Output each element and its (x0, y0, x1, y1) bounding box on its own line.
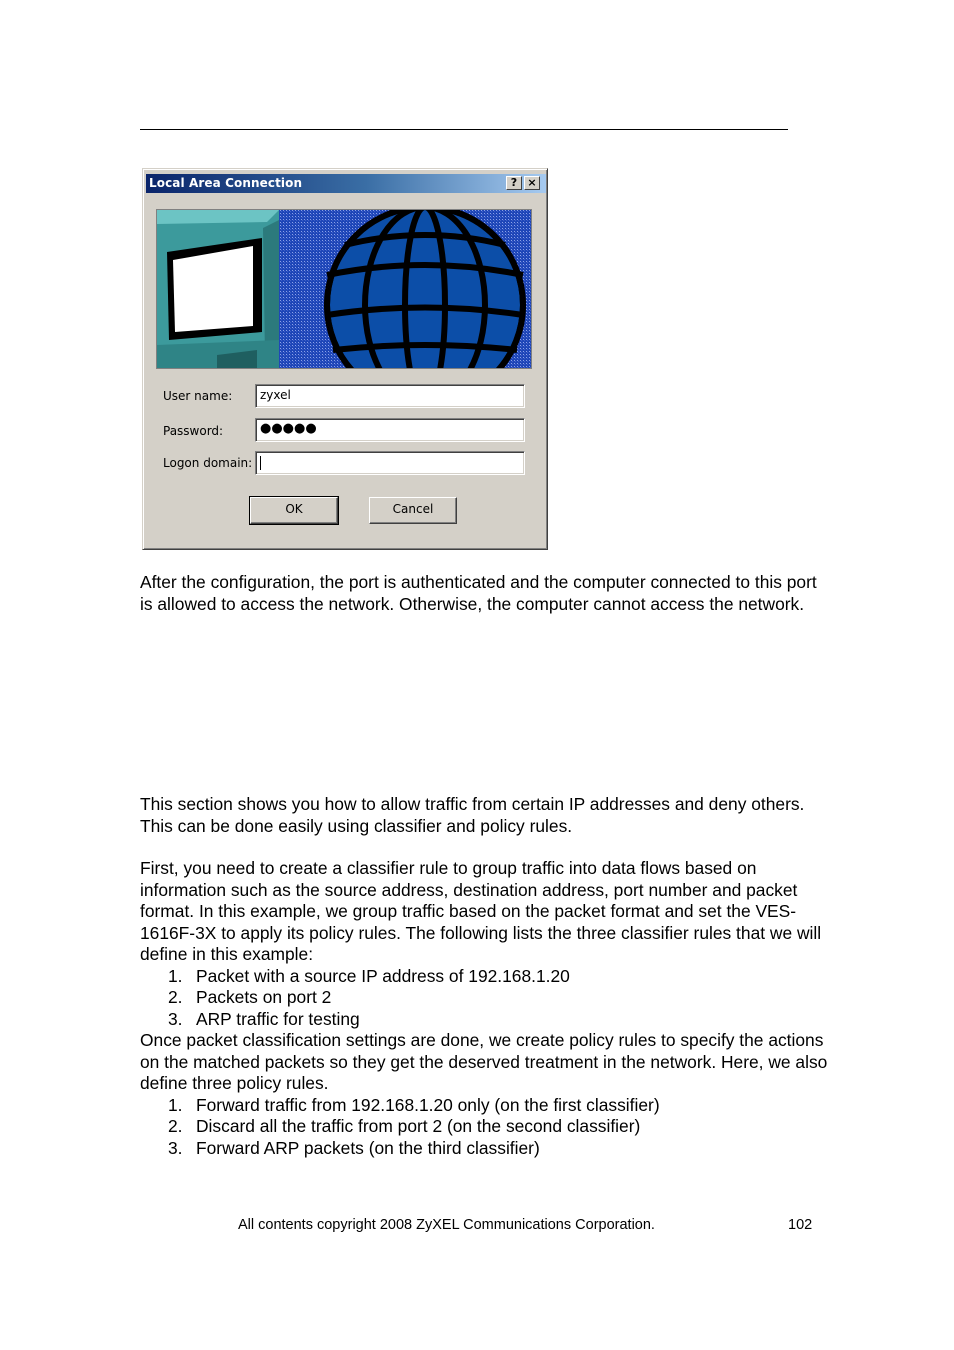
header-rule (140, 129, 788, 130)
list-text: Packets on port 2 (196, 987, 332, 1007)
list-item (168, 966, 570, 988)
list-number: 1. (168, 1095, 183, 1115)
password-input[interactable]: ●●●●● (255, 418, 525, 442)
page-number: 102 (788, 1217, 813, 1233)
list-item (168, 987, 331, 1009)
list-text: ARP traffic for testing (196, 1009, 360, 1029)
list-number: 3. (168, 1009, 183, 1029)
logon-domain-input[interactable] (255, 451, 525, 475)
cancel-button[interactable]: Cancel (369, 497, 457, 524)
monitor-icon (157, 210, 279, 368)
network-banner-image (156, 209, 532, 369)
paragraph-policy-intro: Once packet classification settings are done, we create policy rules to specify the actions on the matched packets so they get the deserved treatment in the network. Here, we also define three policy rules. (140, 1030, 828, 1093)
paragraph-classifier-intro: First, you need to create a classifier rule to group traffic into data flows based on information such as the source address, destination address, port number and packet format. In this example, we group traffic based on the packet format and set the VES-1616F-3X to apply its policy rules. The following lists the three classifier rules that we will define in this example: (140, 858, 822, 964)
username-label: User name: (163, 389, 233, 403)
list-number: 1. (168, 966, 183, 986)
list-number: 2. (168, 1116, 183, 1136)
dialog-titlebar[interactable] (146, 174, 546, 193)
paragraph-section-intro: This section shows you how to allow traffic from certain IP addresses and deny others. This can be done easily using classifier and policy rules. (140, 794, 805, 836)
list-text: Discard all the traffic from port 2 (on the second classifier) (196, 1116, 641, 1136)
list-number: 2. (168, 987, 183, 1007)
close-button[interactable]: × (524, 176, 540, 190)
paragraph-authentication-result: After the configuration, the port is authenticated and the computer connected to this port is allowed to access the network. Otherwise, the computer cannot access the network. (140, 572, 817, 614)
list-text: Packet with a source IP address of 192.168.1.20 (196, 966, 570, 986)
monitor-globe-illustration (157, 210, 531, 368)
password-label: Password: (163, 424, 224, 438)
list-item (168, 1095, 660, 1117)
username-input[interactable]: zyxel (255, 384, 525, 408)
logon-dialog (142, 168, 548, 550)
text-caret (260, 456, 261, 470)
list-text: Forward ARP packets (on the third classifier) (196, 1138, 540, 1158)
dialog-title: Local Area Connection (149, 176, 303, 190)
globe-icon (327, 210, 523, 368)
list-text: Forward traffic from 192.168.1.20 only (on the first classifier) (196, 1095, 660, 1115)
list-number: 3. (168, 1138, 183, 1158)
help-button[interactable]: ? (506, 176, 522, 190)
list-item (168, 1009, 360, 1031)
list-item (168, 1138, 540, 1160)
footer-copyright: All contents copyright 2008 ZyXEL Communications Corporation. (238, 1217, 655, 1233)
logon-domain-label: Logon domain: (163, 456, 253, 470)
ok-button[interactable]: OK (250, 497, 338, 524)
list-item (168, 1116, 640, 1138)
